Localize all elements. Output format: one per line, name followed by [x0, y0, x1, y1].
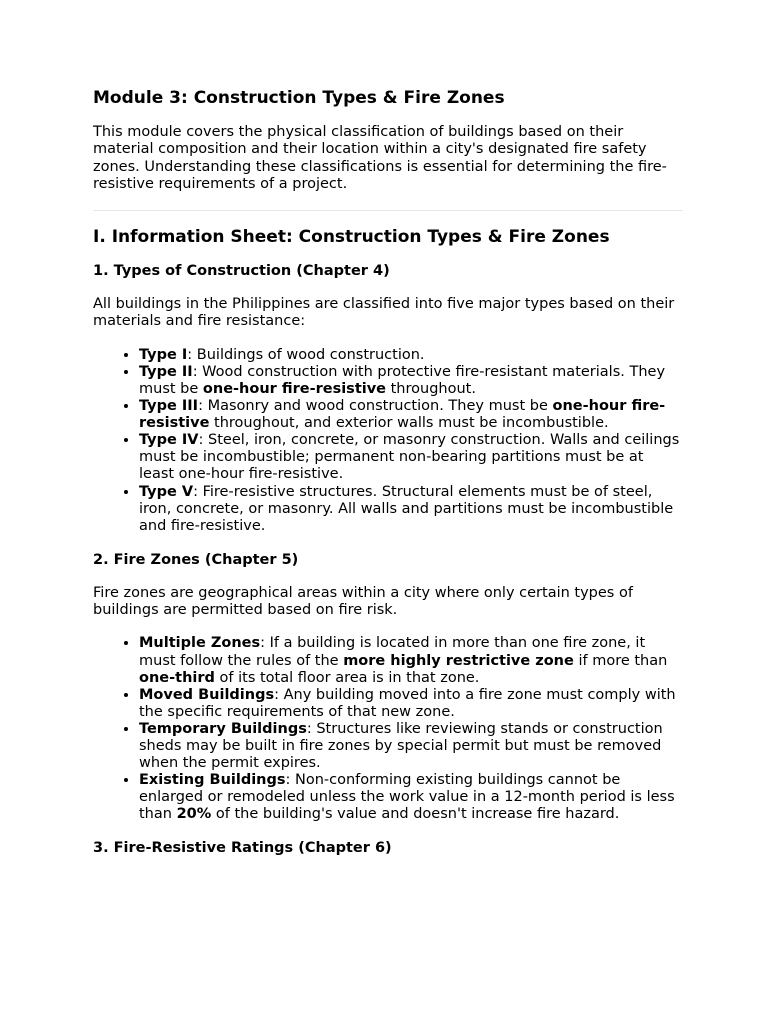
type-term: Type I [139, 346, 188, 363]
zone-emphasis: more highly restrictive zone [343, 652, 574, 669]
section2-title: 2. Fire Zones (Chapter 5) [93, 551, 299, 568]
section2-intro: Fire zones are geographical areas within a city where only certain types of buildings are permitted based on fire risk. [93, 584, 633, 619]
zone-emphasis: one-third [139, 669, 215, 686]
section-divider [93, 210, 683, 211]
type-term: Type IV [139, 432, 199, 449]
list-item-moved-buildings [139, 687, 683, 721]
zone-term: Moved Buildings [139, 686, 275, 703]
document-content [93, 88, 683, 857]
construction-types-list [93, 347, 683, 535]
type-text: throughout, and exterior walls must be incombustible. [209, 415, 609, 432]
type-emphasis: one-hour fire-resistive [202, 380, 387, 397]
info-sheet-title: I. Information Sheet: Construction Types & Fire Zones [93, 227, 610, 248]
list-item-type-4 [139, 432, 683, 483]
zone-text: : Any building moved into a fire zone must comply with the specific requirements of that new zone. [139, 686, 676, 720]
type-term: Type V [139, 483, 194, 500]
zone-text: : Non-conforming existing buildings cannot be enlarged or remodeled unless the work value in a 12-month period is less than [139, 772, 675, 823]
type-term: Type III [139, 398, 199, 415]
section1-intro: All buildings in the Philippines are classified into five major types based on their materials and fire resistance: [93, 296, 675, 330]
zone-text: : Structures like reviewing stands or construction sheds may be built in fire zones by special permit but must be removed when the permit expires. [139, 720, 663, 772]
type-text: : Steel, iron, concrete, or masonry construction. Walls and ceilings must be incombustible; permanent non-bearing partitions must be at least one-hour fire-resistive. [139, 432, 680, 483]
list-item-type-1 [139, 347, 683, 364]
list-item-type-3 [139, 398, 683, 432]
type-text: : Buildings of wood construction. [187, 346, 425, 363]
zone-term: Existing Buildings [139, 772, 286, 789]
type-term: Type II [139, 363, 193, 380]
type-emphasis: one-hour fire-resistive [139, 398, 666, 432]
zone-text: of the building's value and doesn't increase fire hazard. [211, 806, 620, 823]
type-text: : Wood construction with protective fire-resistant materials. They must be [139, 363, 666, 397]
list-item-multiple-zones [139, 635, 683, 686]
module-title: Module 3: Construction Types & Fire Zones [93, 88, 505, 108]
list-item-temporary-buildings [139, 721, 683, 772]
list-item-type-2 [139, 364, 683, 398]
zone-text: of its total floor area is in that zone. [214, 669, 480, 686]
type-text: throughout. [386, 380, 476, 397]
fire-zones-list [93, 635, 683, 823]
zone-text: : If a building is located in more than one fire zone, it must follow the rules of the [139, 635, 646, 669]
list-item-existing-buildings [139, 772, 683, 823]
type-text: : Fire-resistive structures. Structural elements must be of steel, iron, concrete, or masonry. All walls and partitions must be incombustible and fire-resistive. [139, 483, 674, 534]
section3-title: 3. Fire-Resistive Ratings (Chapter 6) [93, 840, 392, 857]
intro-paragraph: This module covers the physical classification of buildings based on their material composition and their location within a city's designated fire safety zones. Understanding these classifications is essential for determining the fire-resistive requirements of a project. [93, 124, 667, 192]
zone-emphasis: 20% [176, 806, 212, 823]
zone-term: Temporary Buildings [139, 720, 307, 737]
list-item-type-5 [139, 484, 683, 535]
type-text: : Masonry and wood construction. They must be [198, 398, 553, 415]
zone-term: Multiple Zones [139, 635, 261, 652]
section1-title: 1. Types of Construction (Chapter 4) [93, 263, 390, 280]
zone-text: if more than [573, 652, 668, 669]
